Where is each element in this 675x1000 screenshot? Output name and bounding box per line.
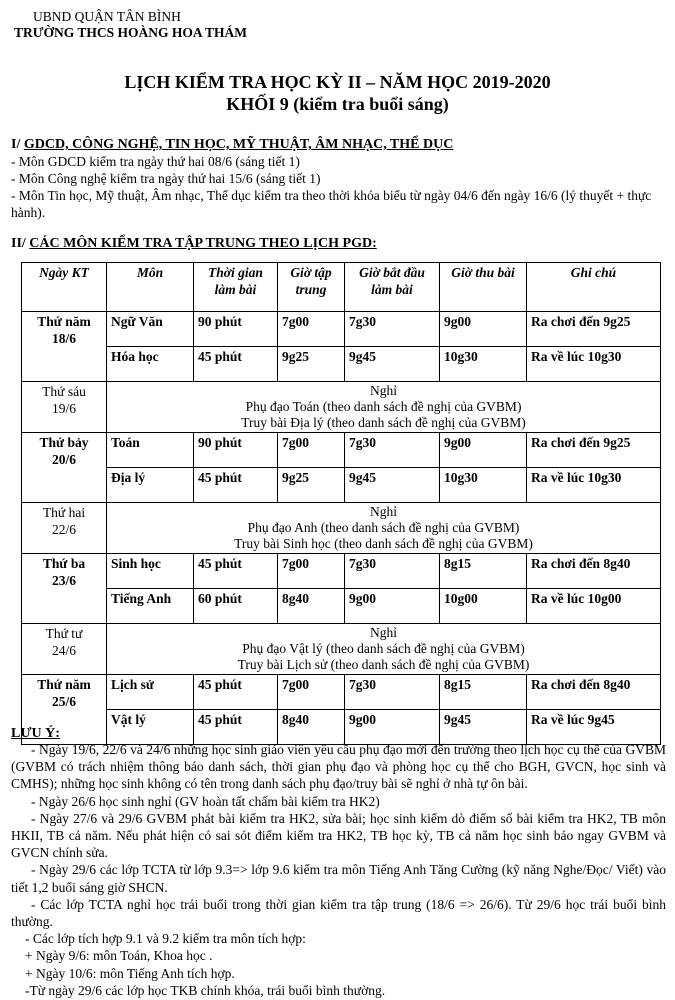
day-name: Thứ hai xyxy=(42,505,86,520)
col-header-start-time: Giờ bắt đầu làm bài xyxy=(345,263,440,312)
section1-prefix: I/ xyxy=(11,137,24,152)
duration-cell: 45 phút xyxy=(194,710,278,745)
section1-lines xyxy=(11,153,666,221)
col-header-date: Ngày KT xyxy=(22,263,107,312)
rest-remedial: Phụ đạo Toán (theo danh sách đề nghị của GVBM) xyxy=(245,399,522,414)
note-paragraph: - Ngày 29/6 các lớp TCTA từ lớp 9.3=> lớp 9.6 kiểm tra môn Tiếng Anh Tăng Cường (kỹ năng Nghe/Đọc/ Viết) vào tiết 1,2 buổi sáng giờ SHCN. xyxy=(11,862,666,895)
day-name: Thứ năm xyxy=(37,677,91,692)
day-cell xyxy=(22,382,107,433)
day-date: 24/6 xyxy=(51,643,76,658)
duration-cell: 45 phút xyxy=(194,347,278,382)
gather-time-cell: 7g00 xyxy=(278,312,345,347)
subject-cell: Sinh học xyxy=(107,554,194,589)
note-paragraph: + Ngày 10/6: môn Tiếng Anh tích hợp. xyxy=(25,965,235,981)
section1-line: - Môn GDCD kiểm tra ngày thứ hai 08/6 (sáng tiết 1) xyxy=(11,154,300,169)
table-row xyxy=(22,468,661,503)
col-header-subject: Môn xyxy=(107,263,194,312)
gather-time-cell: 7g00 xyxy=(278,433,345,468)
col-header-note: Ghi chú xyxy=(527,263,661,312)
table-row xyxy=(22,347,661,382)
collect-time-cell: 9g00 xyxy=(440,312,527,347)
day-cell xyxy=(22,503,107,554)
rest-label: Nghỉ xyxy=(370,383,397,398)
org-school: TRƯỜNG THCS HOÀNG HOA THÁM xyxy=(14,25,248,40)
rest-cell xyxy=(107,382,661,433)
start-time-cell: 9g00 xyxy=(345,589,440,624)
day-date: 22/6 xyxy=(51,522,76,537)
gather-time-cell: 8g40 xyxy=(278,589,345,624)
gather-time-cell: 9g25 xyxy=(278,347,345,382)
note-cell: Ra về lúc 9g45 xyxy=(527,710,661,745)
section1-title: GDCD, CÔNG NGHỆ, TIN HỌC, MỸ THUẬT, ÂM NHẠC, THỂ DỤC xyxy=(23,137,454,152)
rest-review: Truy bài Lịch sử (theo danh sách đề nghị của GVBM) xyxy=(237,657,530,672)
day-date: 19/6 xyxy=(51,401,76,416)
note-paragraph: - Ngày 27/6 và 29/6 GVBM phát bài kiểm tra HK2, sửa bài; học sinh kiểm dò điểm số bài kiểm tra HK2, TB môn HKII, TB cả năm. Nếu phát hiện có sai sót điểm kiểm tra HK2, TB học kỳ, TB cả năm học sinh báo ngay GVBM và GVCN chính sửa. xyxy=(11,810,666,861)
table-row xyxy=(22,433,661,468)
table-row xyxy=(22,589,661,624)
notes-body xyxy=(11,741,666,999)
table-row-rest xyxy=(22,382,661,433)
day-name: Thứ sáu xyxy=(42,384,86,399)
table-row xyxy=(22,710,661,745)
day-name: Thứ năm xyxy=(37,314,91,329)
collect-time-cell: 8g15 xyxy=(440,675,527,710)
note-paragraph: - Các lớp tích hợp 9.1 và 9.2 kiểm tra môn tích hợp: xyxy=(25,931,306,947)
gather-time-cell: 7g00 xyxy=(278,554,345,589)
collect-time-cell: 10g30 xyxy=(440,468,527,503)
day-name: Thứ bảy xyxy=(39,435,89,450)
day-cell xyxy=(22,433,107,503)
table-header-row xyxy=(22,263,661,312)
subject-cell: Lịch sử xyxy=(107,675,194,710)
start-time-cell: 9g45 xyxy=(345,347,440,382)
duration-cell: 90 phút xyxy=(194,312,278,347)
day-date: 20/6 xyxy=(51,452,76,467)
page-subtitle: KHỐI 9 (kiểm tra buổi sáng) xyxy=(226,94,449,114)
org-district: UBND QUẬN TÂN BÌNH xyxy=(33,9,181,24)
section2-heading xyxy=(11,235,377,252)
note-cell: Ra chơi đến 9g25 xyxy=(527,433,661,468)
col-header-collect-time: Giờ thu bài xyxy=(440,263,527,312)
day-name: Thứ tư xyxy=(45,626,83,641)
duration-cell: 45 phút xyxy=(194,554,278,589)
rest-cell xyxy=(107,503,661,554)
note-cell: Ra chơi đến 8g40 xyxy=(527,675,661,710)
gather-time-cell: 8g40 xyxy=(278,710,345,745)
note-paragraph: - Các lớp TCTA nghỉ học trái buổi trong thời gian kiểm tra tập trung (18/6 => 26/6). Từ 29/6 học trái buổi bình thường. xyxy=(11,896,666,930)
note-paragraph: -Từ ngày 29/6 các lớp học TKB chính khóa, trái buổi bình thường. xyxy=(25,982,386,998)
table-row xyxy=(22,675,661,710)
note-cell: Ra chơi đến 8g40 xyxy=(527,554,661,589)
note-cell: Ra về lúc 10g00 xyxy=(527,589,661,624)
subject-cell: Tiếng Anh xyxy=(107,589,194,624)
duration-cell: 45 phút xyxy=(194,468,278,503)
note-paragraph: + Ngày 9/6: môn Toán, Khoa học . xyxy=(25,948,213,964)
subject-cell: Địa lý xyxy=(107,468,194,503)
subject-cell: Ngữ Văn xyxy=(107,312,194,347)
table-row xyxy=(22,554,661,589)
rest-review: Truy bài Sinh học (theo danh sách đề nghị của GVBM) xyxy=(234,536,533,551)
start-time-cell: 7g30 xyxy=(345,312,440,347)
table-row-rest xyxy=(22,624,661,675)
table-row xyxy=(22,312,661,347)
exam-schedule-table xyxy=(21,262,661,745)
note-paragraph: - Ngày 19/6, 22/6 và 24/6 những học sinh giáo viên yêu cầu phụ đạo mới đến trường theo lịch học cụ thể của GVBM (GVBM có trách nhiệm thông báo danh sách, thời gian phụ đạo và phòng học cụ thể cho BGH, GVCN, học sinh và CMHS); những học sinh không có tên trong danh sách phụ đạo/truy bài sẽ nghỉ ở nhà tự ôn bài. xyxy=(11,742,666,792)
day-cell xyxy=(22,624,107,675)
rest-review: Truy bài Địa lý (theo danh sách đề nghị của GVBM) xyxy=(241,415,526,430)
note-paragraph: - Ngày 26/6 học sinh nghỉ (GV hoàn tất chấm bài kiểm tra HK2) xyxy=(31,793,380,809)
page-title: LỊCH KIỂM TRA HỌC KỲ II – NĂM HỌC 2019-2020 xyxy=(124,72,551,92)
start-time-cell: 9g00 xyxy=(345,710,440,745)
notes-heading: LƯU Ý: xyxy=(11,726,60,741)
start-time-cell: 7g30 xyxy=(345,433,440,468)
collect-time-cell: 9g45 xyxy=(440,710,527,745)
collect-time-cell: 10g00 xyxy=(440,589,527,624)
collect-time-cell: 10g30 xyxy=(440,347,527,382)
section1-heading xyxy=(11,136,453,153)
duration-cell: 60 phút xyxy=(194,589,278,624)
note-cell: Ra chơi đến 9g25 xyxy=(527,312,661,347)
rest-label: Nghỉ xyxy=(370,504,397,519)
day-cell xyxy=(22,312,107,382)
col-header-gather-time: Giờ tập trung xyxy=(278,263,345,312)
rest-remedial: Phụ đạo Vật lý (theo danh sách đề nghị của GVBM) xyxy=(242,641,525,656)
subject-cell: Vật lý xyxy=(107,710,194,745)
day-date: 18/6 xyxy=(51,331,76,346)
section2-title: CÁC MÔN KIỂM TRA TẬP TRUNG THEO LỊCH PGD: xyxy=(29,236,377,251)
gather-time-cell: 7g00 xyxy=(278,675,345,710)
subject-cell: Hóa học xyxy=(107,347,194,382)
rest-cell xyxy=(107,624,661,675)
rest-label: Nghỉ xyxy=(370,625,397,640)
collect-time-cell: 9g00 xyxy=(440,433,527,468)
col-header-duration: Thời gian làm bài xyxy=(194,263,278,312)
start-time-cell: 9g45 xyxy=(345,468,440,503)
section2-prefix: II/ xyxy=(11,236,30,251)
subject-cell: Toán xyxy=(107,433,194,468)
day-date: 25/6 xyxy=(51,694,76,709)
start-time-cell: 7g30 xyxy=(345,554,440,589)
table-row-rest xyxy=(22,503,661,554)
day-cell xyxy=(22,554,107,624)
section1-line: - Môn Tin học, Mỹ thuật, Âm nhạc, Thể dục kiểm tra theo thời khóa biểu từ ngày 04/6 đến ngày 16/6 (lý thuyết + thực hành). xyxy=(11,188,652,220)
duration-cell: 45 phút xyxy=(194,675,278,710)
section1-line: - Môn Công nghệ kiểm tra ngày thứ hai 15/6 (sáng tiết 1) xyxy=(11,171,321,186)
note-cell: Ra về lúc 10g30 xyxy=(527,468,661,503)
day-name: Thứ ba xyxy=(42,556,86,571)
collect-time-cell: 8g15 xyxy=(440,554,527,589)
note-cell: Ra về lúc 10g30 xyxy=(527,347,661,382)
rest-remedial: Phụ đạo Anh (theo danh sách đề nghị của GVBM) xyxy=(247,520,520,535)
duration-cell: 90 phút xyxy=(194,433,278,468)
gather-time-cell: 9g25 xyxy=(278,468,345,503)
day-date: 23/6 xyxy=(51,573,76,588)
start-time-cell: 7g30 xyxy=(345,675,440,710)
